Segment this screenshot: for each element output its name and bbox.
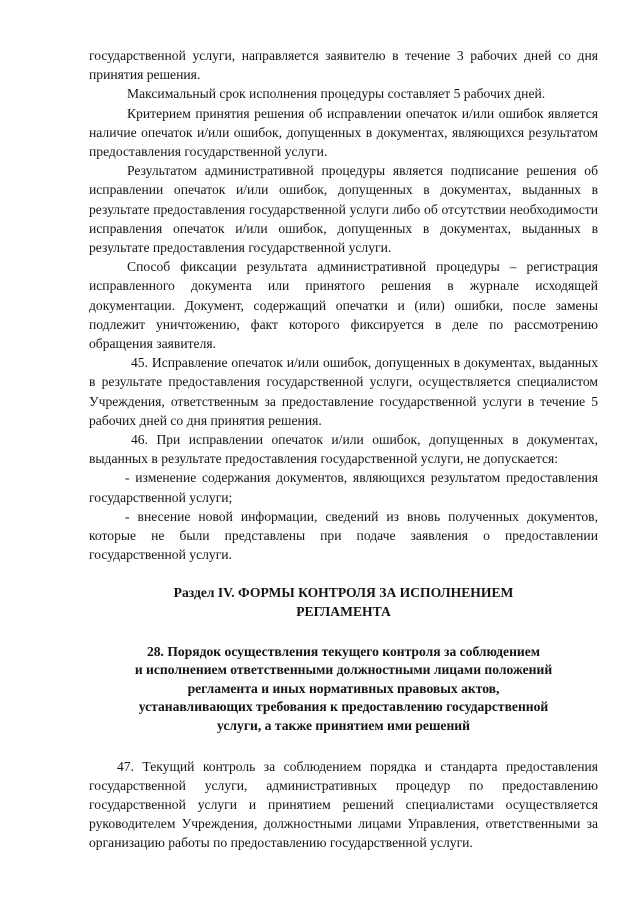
subsection-heading-line: регламента и иных нормативных правовых актов, <box>187 680 500 696</box>
paragraph-46: 46. При исправлении опечаток и/или ошибок, допущенных в документах, выданных в результате предоставления государственной услуги, не допускается: <box>89 432 598 467</box>
paragraph-47: 47. Текущий контроль за соблюдением порядка и стандарта предоставления государственной услуги, административных процедур по предоставлению государственной услуги и принятием решений специалистами осуществляется руководителем Учреждения, должностными лицами Управления, ответственными за организацию работы по предоставлению государственной услуги. <box>89 758 598 851</box>
paragraph-fixation: Способ фиксации результата административной процедуры – регистрация исправленного документа или принятого решения в журнале исходящей документации. Документ, содержащий опечатки и (или) ошибки, после замены подлежит уничтожению, факт которого фиксируется в деле по рассмотрению обращения заявителя. <box>89 259 598 352</box>
paragraph-continuation: государственной услуги, направляется заявителю в течение 3 рабочих дней со дня принятия решения. <box>89 48 598 83</box>
subsection-heading-line: услуги, а также принятием ими решений <box>217 718 470 734</box>
subsection-heading-line: 28. Порядок осуществления текущего контроля за соблюдением <box>146 643 541 659</box>
subsection-heading-line: и исполнением ответственными должностными лицами положений <box>134 662 553 678</box>
paragraph-result: Результатом административной процедуры является подписание решения об исправлении опечаток и/или ошибок, допущенных в документах, выданных в результате предоставления государственной услуги либо об отсутствии необходимости исправления опечаток и/или ошибок, допущенных в документах, выданных в результате предоставления государственной услуги. <box>89 163 598 256</box>
section-heading-line: РЕГЛАМЕНТА <box>296 604 391 620</box>
section-heading <box>89 584 598 621</box>
paragraph-criterion: Критерием принятия решения об исправлении опечаток и/или ошибок является наличие опечаток и/или ошибок, допущенных в документах, являющихся результатом предоставления государственной услуги. <box>89 105 598 160</box>
paragraph-45: 45. Исправление опечаток и/или ошибок, допущенных в документах, выданных в результате предоставления государственной услуги, осуществляется специалистом Учреждения, ответственным за предоставление государственной услуги в течение 5 рабочих дней со дня принятия решения. <box>89 355 598 428</box>
section-heading-line: Раздел IV. ФОРМЫ КОНТРОЛЯ ЗА ИСПОЛНЕНИЕМ <box>173 585 514 601</box>
document-page <box>89 46 598 853</box>
subsection-heading-line: устанавливающих требования к предоставлению государственной <box>138 699 549 715</box>
paragraph-max-term: Максимальный срок исполнения процедуры составляет 5 рабочих дней. <box>127 86 546 102</box>
list-item-new-information: - внесение новой информации, сведений из вновь полученных документов, которые не были представлены при подаче заявления о предоставлении государственной услуги. <box>89 508 598 563</box>
subsection-heading <box>89 643 598 736</box>
list-item-change-content: - изменение содержания документов, являющихся результатом предоставления государственной услуги; <box>89 470 598 505</box>
